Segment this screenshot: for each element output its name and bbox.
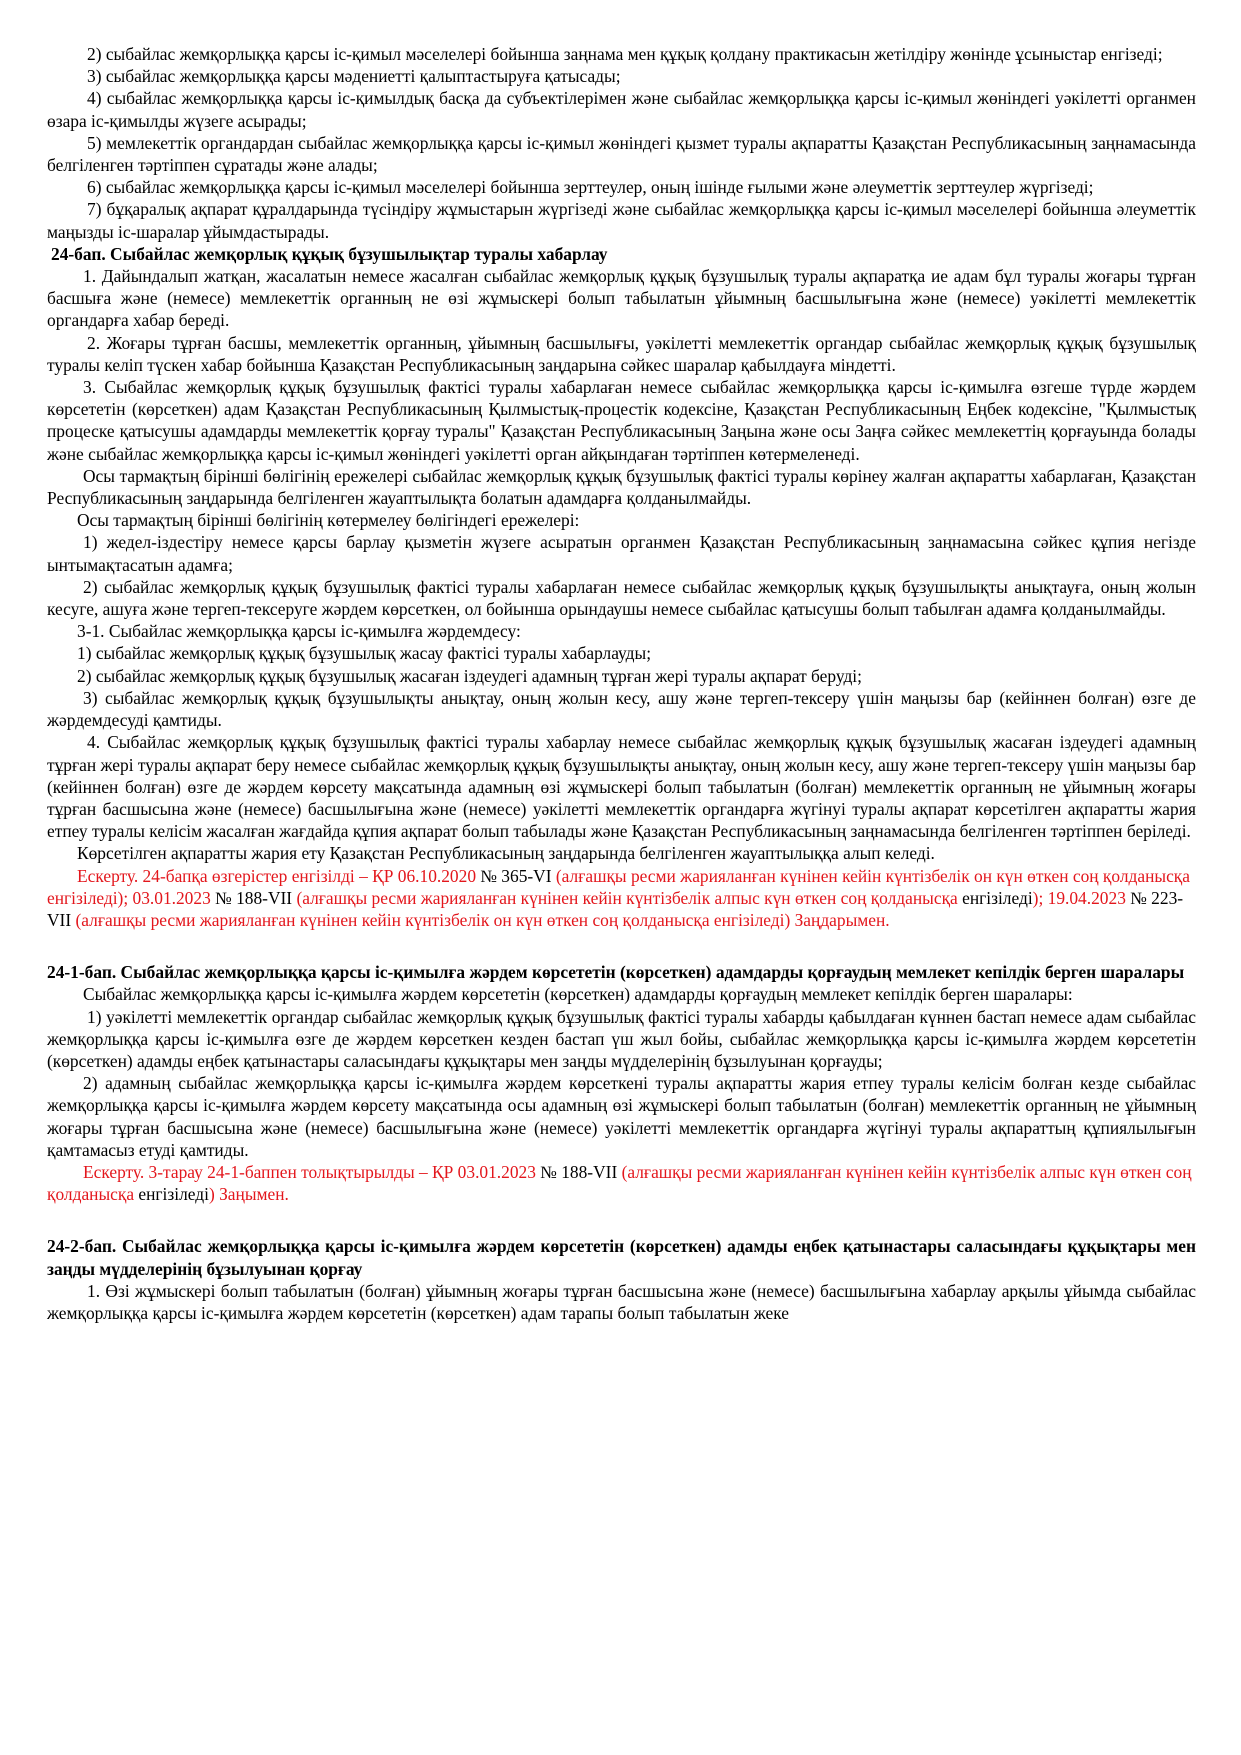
- list-item: 1) уәкілетті мемлекеттік органдар сыбайлас жемқорлық құқық бұзушылық фактісі туралы хабарды қабылдаған күннен бастап немесе адам сыбайлас жемқорлыққа қарсы іс-қимылға өзге де жәрдем көрсеткен кезден бастап үш жыл бойы, сыбайлас жемқорлыққа қарсы іс-қимылға жәрдем көрсететін (көрсеткен) адамды еңбек қатынастары саласындағы құқықтары мен заңды мүдделерінің бұзылуынан қорғауды;: [47, 1006, 1196, 1071]
- spacer: [47, 931, 1196, 953]
- spacer: [47, 1227, 1196, 1235]
- list-item: 2) адамның сыбайлас жемқорлыққа қарсы іс-қимылға жәрдем көрсеткені туралы ақпаратты жария етпеу туралы келісім болған кезде сыбайлас жемқорлыққа қарсы іс-қимылға жәрдем көрсету мақсатында осы адамның өзі жұмыскері болып табылатын (болған) мемлекеттік органның не ұйымның жоғары тұрған басшысына және (немесе) басшылығына және (немесе) уәкілетті мемлекеттік органдарға жүгінуі туралы ақпараттың құпиялылығын қамтамасыз етуді қамтиды.: [47, 1073, 1196, 1160]
- note-link[interactable]: (алғашқы ресми жарияланған күнінен кейін күнтізбелік алпыс күн өткен соң қолданысқа: [47, 1161, 1192, 1205]
- paragraph: 3. Сыбайлас жемқорлық құқық бұзушылық фактісі туралы хабарлаған немесе сыбайлас жемқорлыққа қарсы іс-қимылға өзгеше түрде жәрдем көрсететін (көрсеткен) адам Қазақстан Республикасының Қылмыстық-процестік кодексіне, Қазақстан Республикасының Еңбек кодексіне, "Қылмыстық процеске қатысушы адамдарды мемлекеттік қорғау туралы" Қазақстан Республикасының Заңына және осы Заңға сәйкес мемлекеттің қорғауында болады және сыбайлас жемқорлыққа қарсы іс-қимыл жөніндегі уәкілетті орган айқындаған тәртіппен көтермеленеді.: [47, 377, 1196, 464]
- list-item: 2) сыбайлас жемқорлық құқық бұзушылық фактісі туралы хабарлаған немесе сыбайлас жемқорлық құқық бұзушылықты анықтауға, оның жолын кесуге, ашуға және тергеп-тексеруге жәрдем көрсеткен, ол бойынша орындаушы немесе сыбайлас қатысушы болып табылған адамға қолданылмайды.: [47, 576, 1196, 620]
- law-number: № 365-VI: [476, 865, 556, 886]
- law-number: № 188-VII: [535, 1161, 622, 1182]
- note-link[interactable]: ) Заңымен.: [208, 1184, 289, 1205]
- list-item: 3) сыбайлас жемқорлық құқық бұзушылықты анықтау, оның жолын кесу, ашу және тергеп-тексеру үшін маңызы бар (кейіннен болған) өзге де жәрдемдесуді қамтиды.: [47, 687, 1196, 731]
- paragraph: Осы тармақтың бірінші бөлігінің ережелері сыбайлас жемқорлық құқық бұзушылық фактісі туралы көрінеу жалған ақпаратты хабарлаған, Қазақстан Республикасының заңдарында белгіленген жауаптылықта болатын адамдарға қолданылмайды.: [47, 465, 1196, 509]
- article-24-1-heading: 24-1-бап. Сыбайлас жемқорлыққа қарсы іс-қимылға жәрдем көрсететін (көрсеткен) адамдарды қорғаудың мемлекет кепілдік берген шаралары: [47, 962, 1185, 983]
- list-item: 2) сыбайлас жемқорлық құқық бұзушылық жасаған іздеудегі адамның тұрған жері туралы ақпарат беруді;: [77, 665, 862, 686]
- list-item: 6) сыбайлас жемқорлыққа қарсы іс-қимыл мәселелері бойынша зерттеулер, оның ішінде ғылыми және әлеуметтік зерттеулер жүргізеді;: [87, 177, 1094, 198]
- note-link[interactable]: Ескерту. 24-бапқа өзгерістер енгізілді – ҚР 06.10.2020: [77, 865, 477, 886]
- note-link[interactable]: (алғашқы ресми жарияланған күнінен кейін күнтізбелік алпыс күн өткен соң қолданысқа: [296, 887, 958, 908]
- note-link[interactable]: ); 19.04.2023: [1032, 887, 1126, 908]
- paragraph: Осы тармақтың бірінші бөлігінің көтермелеу бөлігіндегі ережелері:: [77, 510, 580, 531]
- list-item: 3) сыбайлас жемқорлыққа қарсы мәдениетті қалыптастыруға қатысады;: [87, 66, 621, 87]
- paragraph: 3-1. Сыбайлас жемқорлыққа қарсы іс-қимылға жәрдемдесу:: [77, 621, 521, 642]
- article-24-heading: 24-бап. Сыбайлас жемқорлық құқық бұзушылықтар туралы хабарлау: [51, 243, 608, 264]
- list-item: 7) бұқаралық ақпарат құралдарында түсіндіру жұмыстарын жүргізеді және сыбайлас жемқорлыққа қарсы іс-қимыл мәселелері бойынша әлеуметтік маңызды іс-шаралар ұйымдастырады.: [47, 199, 1196, 242]
- paragraph: 1. Өзі жұмыскері болып табылатын (болған) ұйымның жоғары тұрған басшысына және (немесе) басшылығына хабарлау арқылы ұйымда сыбайлас жемқорлыққа қарсы іс-қимылға жәрдем көрсететін (көрсеткен) адам тарапы болып табылатын жеке: [47, 1280, 1196, 1323]
- article-24-2-heading: 24-2-бап. Сыбайлас жемқорлыққа қарсы іс-қимылға жәрдем көрсететін (көрсеткен) адамды еңбек қатынастары саласындағы құқықтары мен заңды мүдделерінің бұзылуынан қорғау: [47, 1236, 1196, 1279]
- note-link[interactable]: Ескерту. 3-тарау 24-1-баппен толықтырылды – ҚР 03.01.2023: [83, 1161, 536, 1182]
- note-text: енгізіледі: [134, 1184, 209, 1205]
- paragraph: 4. Сыбайлас жемқорлық құқық бұзушылық фактісі туралы хабарлау немесе сыбайлас жемқорлық құқық бұзушылық жасаған іздеудегі адамның тұрған жері туралы ақпарат беру немесе сыбайлас жемқорлық құқық бұзушылықты анықтау, оның жолын кесу, ашу және тергеп-тексеру үшін маңызы бар (кейіннен болған) өзге де жәрдем көрсету мақсатында адамның өзі жұмыскері болып табылатын (болған) мемлекеттік органның не ұйымның жоғары тұрған басшысына және (немесе) басшылығына және (немесе) уәкілетті мемлекеттік органдарға жүгінуі туралы ақпарат көрсетілген ақпаратты жария етпеу туралы келісім жасалған жағдайда құпия ақпарат болып табылады және Қазақстан Республикасының заңнамасында белгіленген тәртіппен беріледі.: [47, 732, 1196, 842]
- note-text: енгізіледі: [957, 887, 1033, 908]
- list-item: 1) сыбайлас жемқорлық құқық бұзушылық жасау фактісі туралы хабарлауды;: [77, 643, 652, 664]
- paragraph: Сыбайлас жемқорлыққа қарсы іс-қимылға жәрдем көрсететін (көрсеткен) адамдарды қорғаудың мемлекет кепілдік берген шаралары:: [83, 984, 1073, 1005]
- amendment-note-article-24-1: [47, 1161, 1196, 1205]
- document-page: [47, 43, 1196, 1324]
- note-link[interactable]: (алғашқы ресми жарияланған күнінен кейін күнтізбелік он күн өткен соң қолданысқа енгізіледі) Заңдарымен.: [75, 909, 890, 930]
- paragraph: 1. Дайындалып жатқан, жасалатын немесе жасалған сыбайлас жемқорлық құқық бұзушылық туралы ақпаратқа ие адам бұл туралы жоғары тұрған басшыға және (немесе) мемлекеттік органның не өзі жұмыскері болып табылатын ұйымның басшылығына және (немесе) уәкілетті мемлекеттік органдарға хабар береді.: [47, 266, 1196, 331]
- spacer: [47, 1205, 1196, 1227]
- spacer: [47, 953, 1196, 961]
- paragraph: 2. Жоғары тұрған басшы, мемлекеттік органның, ұйымның басшылығы, уәкілетті мемлекеттік органдар сыбайлас жемқорлық құқық бұзушылық туралы келіп түскен хабар бойынша Қазақстан Республикасының заңдарына сәйкес шаралар қабылдауға міндетті.: [47, 332, 1196, 375]
- list-item: 5) мемлекеттік органдардан сыбайлас жемқорлыққа қарсы іс-қимыл жөніндегі қызмет туралы ақпаратты Қазақстан Республикасының заңнамасында белгіленген тәртіппен сұратады және алады;: [47, 132, 1196, 176]
- law-number: № 223-VII: [47, 887, 1184, 930]
- law-number: № 188-VII: [210, 887, 297, 908]
- list-item: 1) жедел-іздестіру немесе қарсы барлау қызметін жүзеге асыратын органмен Қазақстан Республикасының заңнамасына сәйкес құпия негізде ынтымақтасатын адамға;: [47, 532, 1196, 575]
- note-link[interactable]: (алғашқы ресми жарияланған күнінен кейін күнтізбелік он күн өткен соң қолданысқа енгізіледі); 03.01.2023: [47, 865, 1190, 908]
- amendment-note-article-24: [47, 865, 1196, 932]
- list-item: 4) сыбайлас жемқорлыққа қарсы іс-қимылдық басқа да субъектілерімен және сыбайлас жемқорлыққа қарсы іс-қимыл жөніндегі уәкілетті органмен өзара іс-қимылды жүзеге асырады;: [47, 88, 1196, 131]
- list-item: 2) сыбайлас жемқорлыққа қарсы іс-қимыл мәселелері бойынша заңнама мен құқық қолдану практикасын жетілдіру жөнінде ұсыныстар енгізеді;: [87, 44, 1163, 64]
- paragraph: Көрсетілген ақпаратты жария ету Қазақстан Республикасының заңдарында белгіленген жауаптылыққа алып келеді.: [77, 843, 935, 864]
